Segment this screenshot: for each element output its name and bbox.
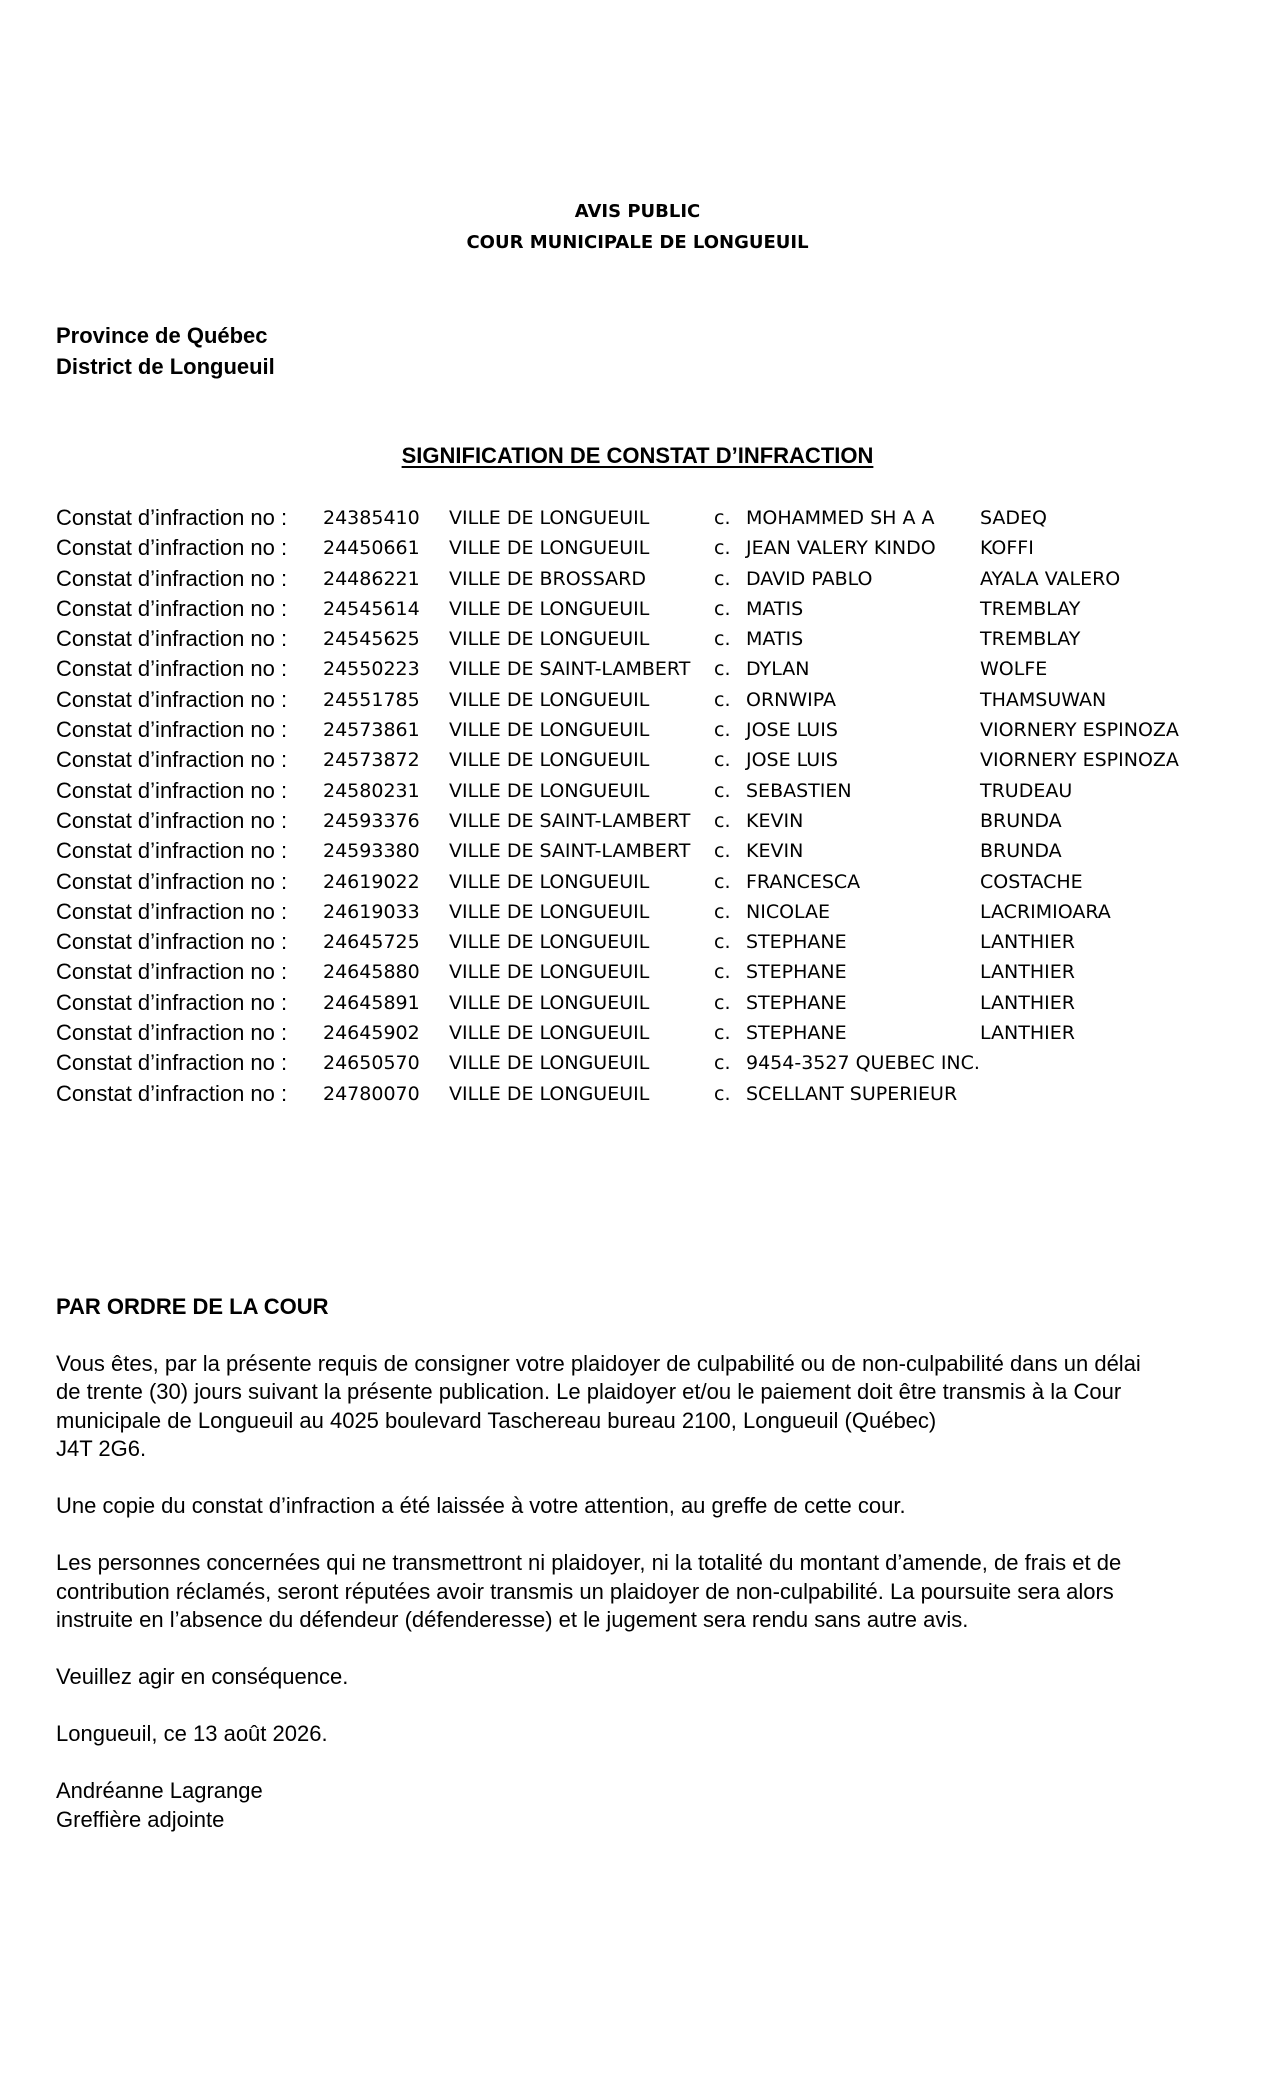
versus-marker: c. [714,688,731,711]
prosecutor-city: VILLE DE LONGUEUIL [449,688,650,711]
constat-label: Constat d’infraction no : [56,686,288,712]
defendant-last-name: BRUNDA [980,840,1062,863]
defendant-first-name: JEAN VALERY KINDO [746,537,936,560]
notice-type: AVIS PUBLIC [574,201,701,222]
prosecutor-city: VILLE DE LONGUEUIL [449,507,650,529]
defendant-last-name: VIORNERY ESPINOZA [980,749,1179,772]
constat-row [56,533,1236,563]
versus-marker: c. [714,1082,731,1105]
constat-row [56,867,1236,897]
defendant-last-name: TREMBLAY [980,597,1081,620]
constat-label: Constat d’infraction no : [56,1080,288,1106]
constat-row [56,745,1236,775]
versus-marker: c. [714,507,731,529]
plea-instructions-paragraph [56,1350,1206,1464]
constat-row [56,503,1236,533]
defendant-first-name: STEPHANE [746,991,847,1014]
district-label: District de Longueuil [56,354,275,379]
prosecutor-city: VILLE DE LONGUEUIL [449,1082,650,1105]
prosecutor-city: VILLE DE LONGUEUIL [449,900,650,923]
date-line: Longueuil, ce 13 août 2026. [56,1721,328,1746]
constat-number: 24593376 [323,809,420,832]
constat-label: Constat d’infraction no : [56,1020,288,1046]
constat-number: 24385410 [323,507,420,529]
constat-label: Constat d’infraction no : [56,656,288,682]
constat-row [56,957,1236,987]
order-title: PAR ORDRE DE LA COUR [56,1294,329,1319]
prosecutor-city: VILLE DE BROSSARD [449,567,646,590]
prosecutor-city: VILLE DE LONGUEUIL [449,961,650,984]
prosecutor-city: VILLE DE LONGUEUIL [449,597,650,620]
constat-row [56,927,1236,957]
defendant-last-name: WOLFE [980,658,1048,681]
constat-label: Constat d’infraction no : [56,595,288,621]
versus-marker: c. [714,809,731,832]
constat-number: 24650570 [323,1052,420,1075]
versus-marker: c. [714,991,731,1014]
section-title: SIGNIFICATION DE CONSTAT D’INFRACTION [401,443,874,468]
versus-marker: c. [714,567,731,590]
prosecutor-city: VILLE DE LONGUEUIL [449,1052,650,1075]
constat-label: Constat d’infraction no : [56,868,288,894]
constat-number: 24580231 [323,779,420,802]
defendant-first-name: MATIS [746,628,804,651]
defendant-last-name: TREMBLAY [980,628,1081,651]
versus-marker: c. [714,1052,731,1075]
constat-row [56,594,1236,624]
constat-row [56,988,1236,1018]
plea-line: de trente (30) jours suivant la présente publication. Le plaidoyer et/ou le paiement doit être transmis à la Cour [56,1379,1122,1404]
defendant-first-name: DAVID PABLO [746,567,873,590]
consequence-line: Les personnes concernées qui ne transmettront ni plaidoyer, ni la totalité du montant d’amende, de frais et de [56,1550,1122,1575]
constat-list [56,503,1236,1109]
prosecutor-city: VILLE DE LONGUEUIL [449,931,650,954]
constat-number: 24486221 [323,567,420,590]
defendant-first-name: SEBASTIEN [746,779,852,802]
plea-line: Vous êtes, par la présente requis de consigner votre plaidoyer de culpabilité ou de non-culpabilité dans un délai [56,1350,1141,1376]
prosecutor-city: VILLE DE LONGUEUIL [449,1022,650,1045]
defendant-first-name: STEPHANE [746,1022,847,1045]
constat-row [56,776,1236,806]
versus-marker: c. [714,597,731,620]
court-order-block [56,1293,1206,1834]
versus-marker: c. [714,1022,731,1045]
act-accordingly-text: Veuillez agir en conséquence. [56,1664,349,1689]
prosecutor-city: VILLE DE SAINT-LAMBERT [449,658,691,681]
notice-header [0,196,1275,258]
constat-row [56,654,1236,684]
constat-label: Constat d’infraction no : [56,1050,288,1076]
defendant-last-name: LACRIMIOARA [980,900,1111,923]
prosecutor-city: VILLE DE LONGUEUIL [449,719,650,742]
defendant-first-name: NICOLAE [746,900,831,923]
constat-number: 24780070 [323,1082,420,1105]
province-label: Province de Québec [56,323,268,348]
constat-label: Constat d’infraction no : [56,959,288,985]
constat-row [56,897,1236,927]
plea-line: J4T 2G6. [56,1436,147,1461]
constat-label: Constat d’infraction no : [56,929,288,955]
defendant-first-name: ORNWIPA [746,688,836,711]
consequence-line: instruite en l’absence du défendeur (défenderesse) et le jugement sera rendu sans autre avis. [56,1607,969,1632]
defendant-last-name: LANTHIER [980,991,1075,1014]
consequence-paragraph [56,1549,1206,1635]
defendant-first-name: FRANCESCA [746,870,861,893]
constat-label: Constat d’infraction no : [56,747,288,773]
prosecutor-city: VILLE DE SAINT-LAMBERT [449,840,691,863]
constat-number: 24551785 [323,688,420,711]
versus-marker: c. [714,779,731,802]
constat-number: 24550223 [323,658,420,681]
constat-row [56,564,1236,594]
versus-marker: c. [714,658,731,681]
constat-label: Constat d’infraction no : [56,989,288,1015]
consequence-line: contribution réclamés, seront réputées avoir transmis un plaidoyer de non-culpabilité. La poursuite sera alors [56,1578,1114,1604]
defendant-first-name: STEPHANE [746,931,847,954]
constat-label: Constat d’infraction no : [56,807,288,833]
defendant-first-name: MATIS [746,597,804,620]
constat-row [56,1048,1236,1078]
constat-number: 24645880 [323,961,420,984]
defendant-first-name: 9454-3527 QUEBEC INC. [746,1052,980,1075]
versus-marker: c. [714,537,731,560]
prosecutor-city: VILLE DE LONGUEUIL [449,628,650,651]
constat-row [56,685,1236,715]
versus-marker: c. [714,900,731,923]
plea-line: municipale de Longueuil au 4025 boulevard Taschereau bureau 2100, Longueuil (Québec) [56,1407,937,1433]
constat-number: 24450661 [323,537,420,560]
versus-marker: c. [714,870,731,893]
prosecutor-city: VILLE DE LONGUEUIL [449,991,650,1014]
defendant-last-name: COSTACHE [980,870,1083,893]
defendant-last-name: BRUNDA [980,809,1062,832]
prosecutor-city: VILLE DE LONGUEUIL [449,870,650,893]
defendant-first-name: KEVIN [746,840,804,863]
constat-label: Constat d’infraction no : [56,535,288,561]
versus-marker: c. [714,931,731,954]
constat-number: 24593380 [323,840,420,863]
constat-label: Constat d’infraction no : [56,898,288,924]
constat-number: 24645891 [323,991,420,1014]
constat-number: 24645725 [323,931,420,954]
constat-label: Constat d’infraction no : [56,626,288,652]
defendant-first-name: STEPHANE [746,961,847,984]
constat-label: Constat d’infraction no : [56,838,288,864]
defendant-last-name: KOFFI [980,537,1034,560]
defendant-last-name: LANTHIER [980,1022,1075,1045]
constat-label: Constat d’infraction no : [56,505,288,530]
defendant-last-name: VIORNERY ESPINOZA [980,719,1179,742]
defendant-last-name: THAMSUWAN [980,688,1107,711]
prosecutor-city: VILLE DE SAINT-LAMBERT [449,809,691,832]
defendant-first-name: KEVIN [746,809,804,832]
defendant-last-name: TRUDEAU [980,779,1073,802]
constat-number: 24619033 [323,900,420,923]
constat-number: 24573872 [323,749,420,772]
constat-row [56,836,1236,866]
defendant-first-name: DYLAN [746,658,810,681]
defendant-first-name: JOSE LUIS [746,719,838,742]
versus-marker: c. [714,719,731,742]
defendant-last-name: LANTHIER [980,931,1075,954]
defendant-first-name: SCELLANT SUPERIEUR [746,1082,958,1105]
constat-number: 24573861 [323,719,420,742]
constat-row [56,715,1236,745]
defendant-first-name: MOHAMMED SH A A [746,507,935,529]
prosecutor-city: VILLE DE LONGUEUIL [449,779,650,802]
defendant-last-name: AYALA VALERO [980,567,1121,590]
signatory-name: Andréanne Lagrange [56,1778,263,1803]
prosecutor-city: VILLE DE LONGUEUIL [449,537,650,560]
constat-number: 24545614 [323,597,420,620]
constat-number: 24545625 [323,628,420,651]
constat-row [56,1018,1236,1048]
constat-row [56,1079,1236,1109]
constat-row [56,624,1236,654]
court-name: COUR MUNICIPALE DE LONGUEUIL [466,232,809,253]
defendant-last-name: SADEQ [980,507,1048,529]
constat-number: 24619022 [323,870,420,893]
copy-notice-paragraph: Une copie du constat d’infraction a été laissée à votre attention, au greffe de cette cour. [56,1493,906,1518]
versus-marker: c. [714,961,731,984]
constat-label: Constat d’infraction no : [56,717,288,743]
defendant-last-name: LANTHIER [980,961,1075,984]
constat-label: Constat d’infraction no : [56,777,288,803]
defendant-first-name: JOSE LUIS [746,749,838,772]
versus-marker: c. [714,628,731,651]
constat-row [56,806,1236,836]
constat-label: Constat d’infraction no : [56,565,288,591]
versus-marker: c. [714,749,731,772]
constat-number: 24645902 [323,1022,420,1045]
jurisdiction-block [56,320,275,382]
prosecutor-city: VILLE DE LONGUEUIL [449,749,650,772]
versus-marker: c. [714,840,731,863]
signatory-title: Greffière adjointe [56,1806,225,1832]
